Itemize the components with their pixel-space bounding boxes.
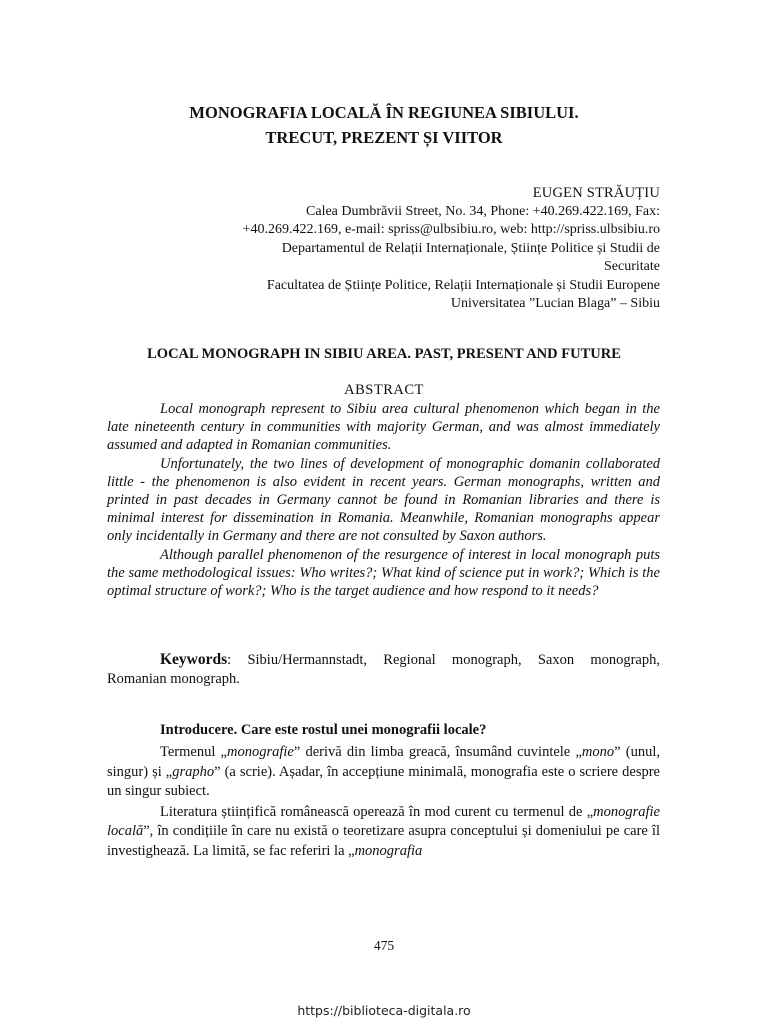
abstract-paragraph: Local monograph represent to Sibiu area cultural phenomenon which began in the late nineteenth century in communities with majority German, and was almost immediately assumed and adapted in Romanian communities.	[107, 401, 660, 454]
emphasis-term: monografie	[227, 744, 294, 760]
text-run: ”, în condițiile în care nu există o teoretizare asupra conceptului și domeniului pe care îl investighează. La limită, se fac referiri la „	[107, 823, 660, 859]
emphasis-term: grapho	[172, 763, 215, 780]
abstract-body	[107, 400, 660, 600]
abstract-paragraph: Although parallel phenomenon of the resurgence of interest in local monograph puts the same methodological issues: Who writes?; What kind of science put in work?; Which is the optimal structure of work?; Who is the target audience and how respond to it needs?	[107, 546, 660, 600]
keywords-text: : Sibiu/Hermannstadt, Regional monograph, Saxon monograph, Romanian monograph.	[107, 652, 660, 687]
abstract-paragraph: Unfortunately, the two lines of development of monographic domanin collaborated little - the phenomenon is also evident in recent years. German monographs, written and printed in past decades in Germany cannot be found in Romanian libraries and there is minimal interest for dissemination in Romania. Meanwhile, Romanian monographs appear only incidentally in Germany and there are not consulted by Saxon authors.	[107, 455, 660, 545]
emphasis-term: monografia	[354, 842, 423, 859]
page-number: 475	[373, 938, 395, 953]
body-paragraph	[107, 803, 660, 862]
text-run: ” derivă din limba greacă, însumând cuvintele „	[293, 744, 582, 760]
text-run: Termenul „	[160, 744, 227, 760]
author-department-line: Departamentul de Relații Internaționale, Științe Politice și Studii de	[281, 240, 660, 256]
body-paragraph	[107, 743, 660, 802]
text-run: ” (a scrie). Așadar, în accepțiune minimală, monografia este o scriere despre un singur subiect.	[107, 763, 660, 800]
paper-title-line-2: TRECUT, PREZENT ȘI VIITOR	[265, 128, 503, 147]
emphasis-term: monografie locală	[107, 803, 660, 840]
section-heading: Introducere. Care este rostul unei monografii locale?	[160, 722, 487, 738]
abstract-heading: ABSTRACT	[344, 382, 424, 398]
paper-title	[100, 100, 668, 150]
author-faculty-line: Facultatea de Științe Politice, Relații Internaționale și Studii Europene	[266, 277, 660, 293]
emphasis-term: mono	[581, 744, 615, 760]
body-text	[107, 743, 660, 862]
author-name: EUGEN STRĂUȚIU	[532, 185, 660, 201]
author-contact-line: +40.269.422.169, e-mail: spriss@ulbsibiu.ro, web: http://spriss.ulbsibiu.ro	[242, 222, 660, 237]
footer-url[interactable]: https://biblioteca-digitala.ro	[297, 1003, 471, 1018]
text-run: ” (unul, singur) și „	[107, 744, 660, 780]
keywords-block	[107, 650, 660, 689]
keywords-paragraph	[107, 650, 660, 689]
english-title: LOCAL MONOGRAPH IN SIBIU AREA. PAST, PRESENT AND FUTURE	[147, 346, 621, 362]
author-address-line: Calea Dumbrăvii Street, No. 34, Phone: +40.269.422.169, Fax:	[306, 203, 660, 219]
author-university-line: Universitatea ”Lucian Blaga” – Sibiu	[450, 296, 660, 311]
keywords-label: Keywords	[160, 651, 228, 668]
paper-title-line-1: MONOGRAFIA LOCALĂ ÎN REGIUNEA SIBIULUI.	[189, 103, 579, 122]
author-department-line-cont: Securitate	[604, 259, 660, 274]
author-block	[160, 184, 660, 314]
text-run: Literatura științifică românească operează în mod curent cu termenul de „	[160, 803, 594, 820]
